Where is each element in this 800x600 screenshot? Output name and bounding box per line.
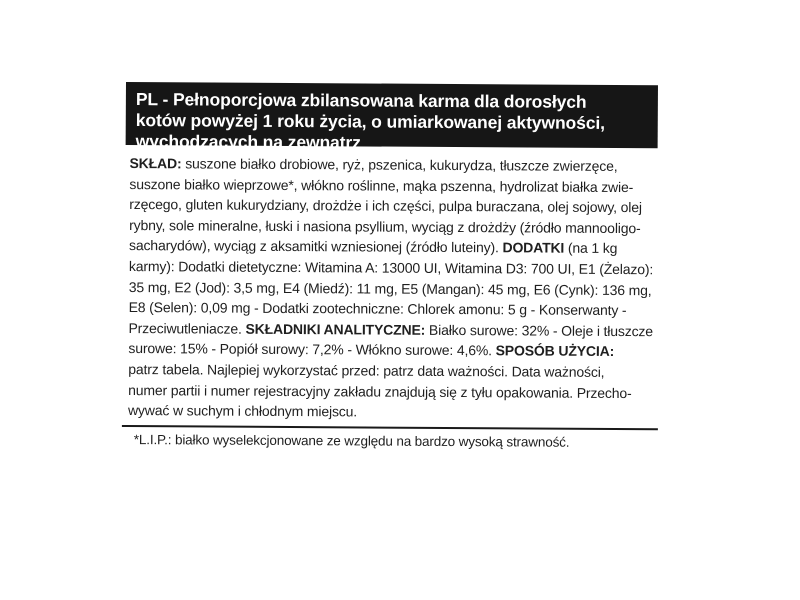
text-line-5a: sacharydów), wyciąg z aksamitki wzniesionej (źródło luteiny). (128, 237, 503, 256)
footnote: *L.I.P.: białko wyselekcjonowane ze względu na bardzo wysoką strawność. (133, 431, 570, 450)
header-line-2: kotów powyżej 1 roku życia, o umiarkowanej aktywności, (135, 110, 606, 133)
header-line-1: PL - Pełnoporcjowa zbilansowana karma dla dorosłych (135, 89, 587, 112)
text-line-6: karmy): Dodatki dietetyczne: Witamina A: 13000 UI, Witamina D3: 700 UI, E1 (Żelazo): (128, 257, 654, 278)
analytical-heading: SKŁADNIKI ANALITYCZNE: (245, 320, 426, 338)
composition-heading: SKŁAD: (129, 155, 182, 172)
text-line-3: rzęcego, gluten kukurydziany, drożdże i ich części, pulpa buraczana, olej sojowy, olej (129, 196, 642, 216)
text-line-12: numer partii i numer rejestracyjny zakładu znajdują się z tyłu opakowania. Przecho- (128, 381, 632, 401)
header-line-3: wychodzących na zewnątrz (135, 131, 361, 153)
text-line-9a: Przeciwutleniacze. (128, 319, 246, 337)
text-line-8: E8 (Selen): 0,09 mg - Dodatki zootechniczne: Chlorek amonu: 5 g - Konserwanty - (128, 299, 627, 319)
text-line-13: wywać w suchym i chłodnym miejscu. (127, 402, 358, 420)
text-line-7: 35 mg, E2 (Jod): 3,5 mg, E4 (Miedź): 11 mg, E5 (Mangan): 45 mg, E6 (Cynk): 136 mg, (128, 278, 652, 298)
text-line-5b: (na 1 kg (564, 240, 618, 257)
usage-heading: SPOSÓB UŻYCIA: (495, 342, 615, 360)
text-line-1 (129, 153, 651, 177)
composition-text: suszone białko drobiowe, ryż, pszenica, kukurydza, tłuszcze zwierzęce, (181, 155, 618, 175)
text-line-2: suszone białko wieprzowe*, włókno roślinne, mąka pszenna, hydrolizat białka zwie- (129, 175, 634, 195)
pet-food-label (124, 82, 658, 452)
text-line-10a: surowe: 15% - Popiół surowy: 7,2% - Włókno surowe: 4,6%. (128, 340, 496, 359)
text-line-11: patrz tabela. Najlepiej wykorzystać przed: patrz data ważności. Data ważności, (128, 360, 605, 380)
additives-heading: DODATKI (502, 239, 565, 257)
text-line-9b: Białko surowe: 32% - Oleje i tłuszcze (425, 321, 653, 339)
ingredients-text (124, 145, 658, 424)
label-header (126, 82, 658, 153)
text-line-4: rybny, sole mineralne, łuski i nasiona psyllium, wyciąg z drożdży (źródło mannooligo- (129, 216, 641, 236)
